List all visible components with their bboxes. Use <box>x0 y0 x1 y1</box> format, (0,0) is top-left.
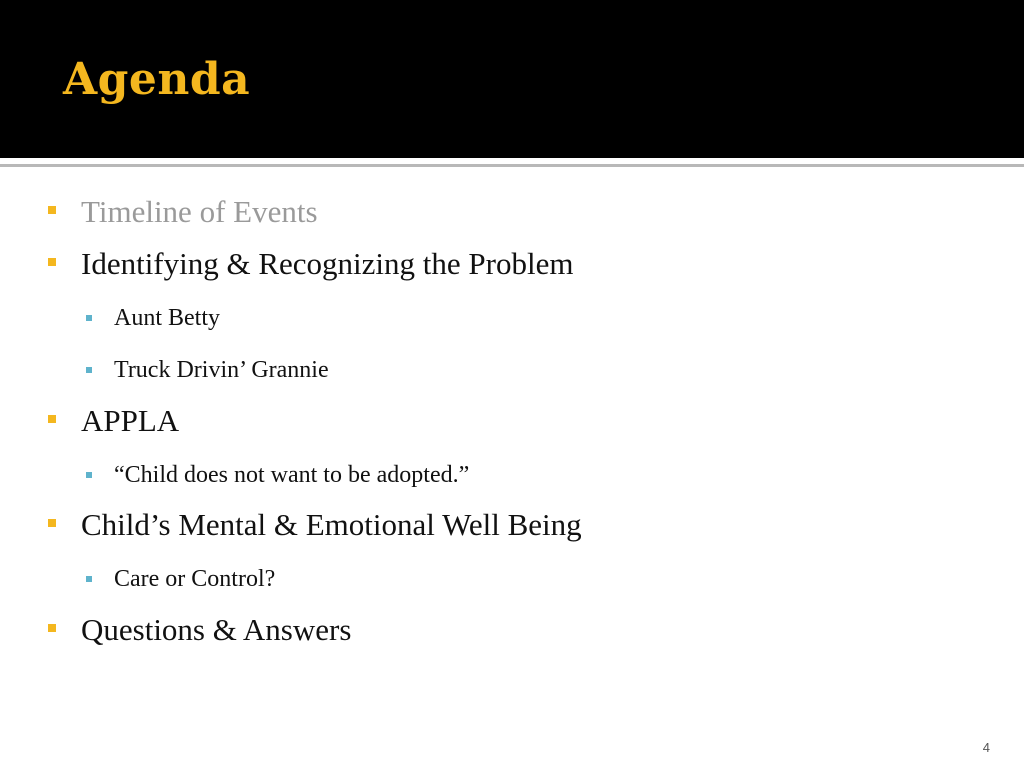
agenda-item-appla <box>81 403 179 439</box>
square-bullet-icon <box>86 472 92 478</box>
agenda-item-text: Identifying & Recognizing the Problem <box>81 246 574 281</box>
agenda-subitem-text: Aunt Betty <box>114 305 220 331</box>
agenda-subitem-text: Care or Control? <box>114 566 276 592</box>
square-bullet-icon <box>86 315 92 321</box>
slide-title: Agenda <box>63 54 251 105</box>
agenda-item-text: Child’s Mental & Emotional Well Being <box>81 507 582 542</box>
slide-number: 4 <box>982 740 990 755</box>
square-bullet-icon <box>86 367 92 373</box>
square-bullet-icon <box>48 206 56 214</box>
square-bullet-icon <box>48 519 56 527</box>
agenda-subitem-text: “Child does not want to be adopted.” <box>114 462 470 488</box>
agenda-item-wellbeing <box>81 507 582 543</box>
agenda-item-questions <box>81 612 351 648</box>
agenda-item-text: APPLA <box>81 403 180 438</box>
square-bullet-icon <box>48 624 56 632</box>
agenda-subitem-text: Truck Drivin’ Grannie <box>114 357 329 383</box>
agenda-item-text: Timeline of Events <box>81 194 318 229</box>
square-bullet-icon <box>86 576 92 582</box>
agenda-subitem-aunt-betty <box>114 305 220 332</box>
agenda-subitem-grannie <box>114 357 329 384</box>
agenda-item-timeline <box>81 194 318 230</box>
square-bullet-icon <box>48 258 56 266</box>
agenda-subitem-quote <box>114 462 469 489</box>
square-bullet-icon <box>48 415 56 423</box>
agenda-item-text: Questions & Answers <box>81 612 352 647</box>
agenda-subitem-care <box>114 566 275 593</box>
agenda-item-identifying <box>81 246 573 282</box>
